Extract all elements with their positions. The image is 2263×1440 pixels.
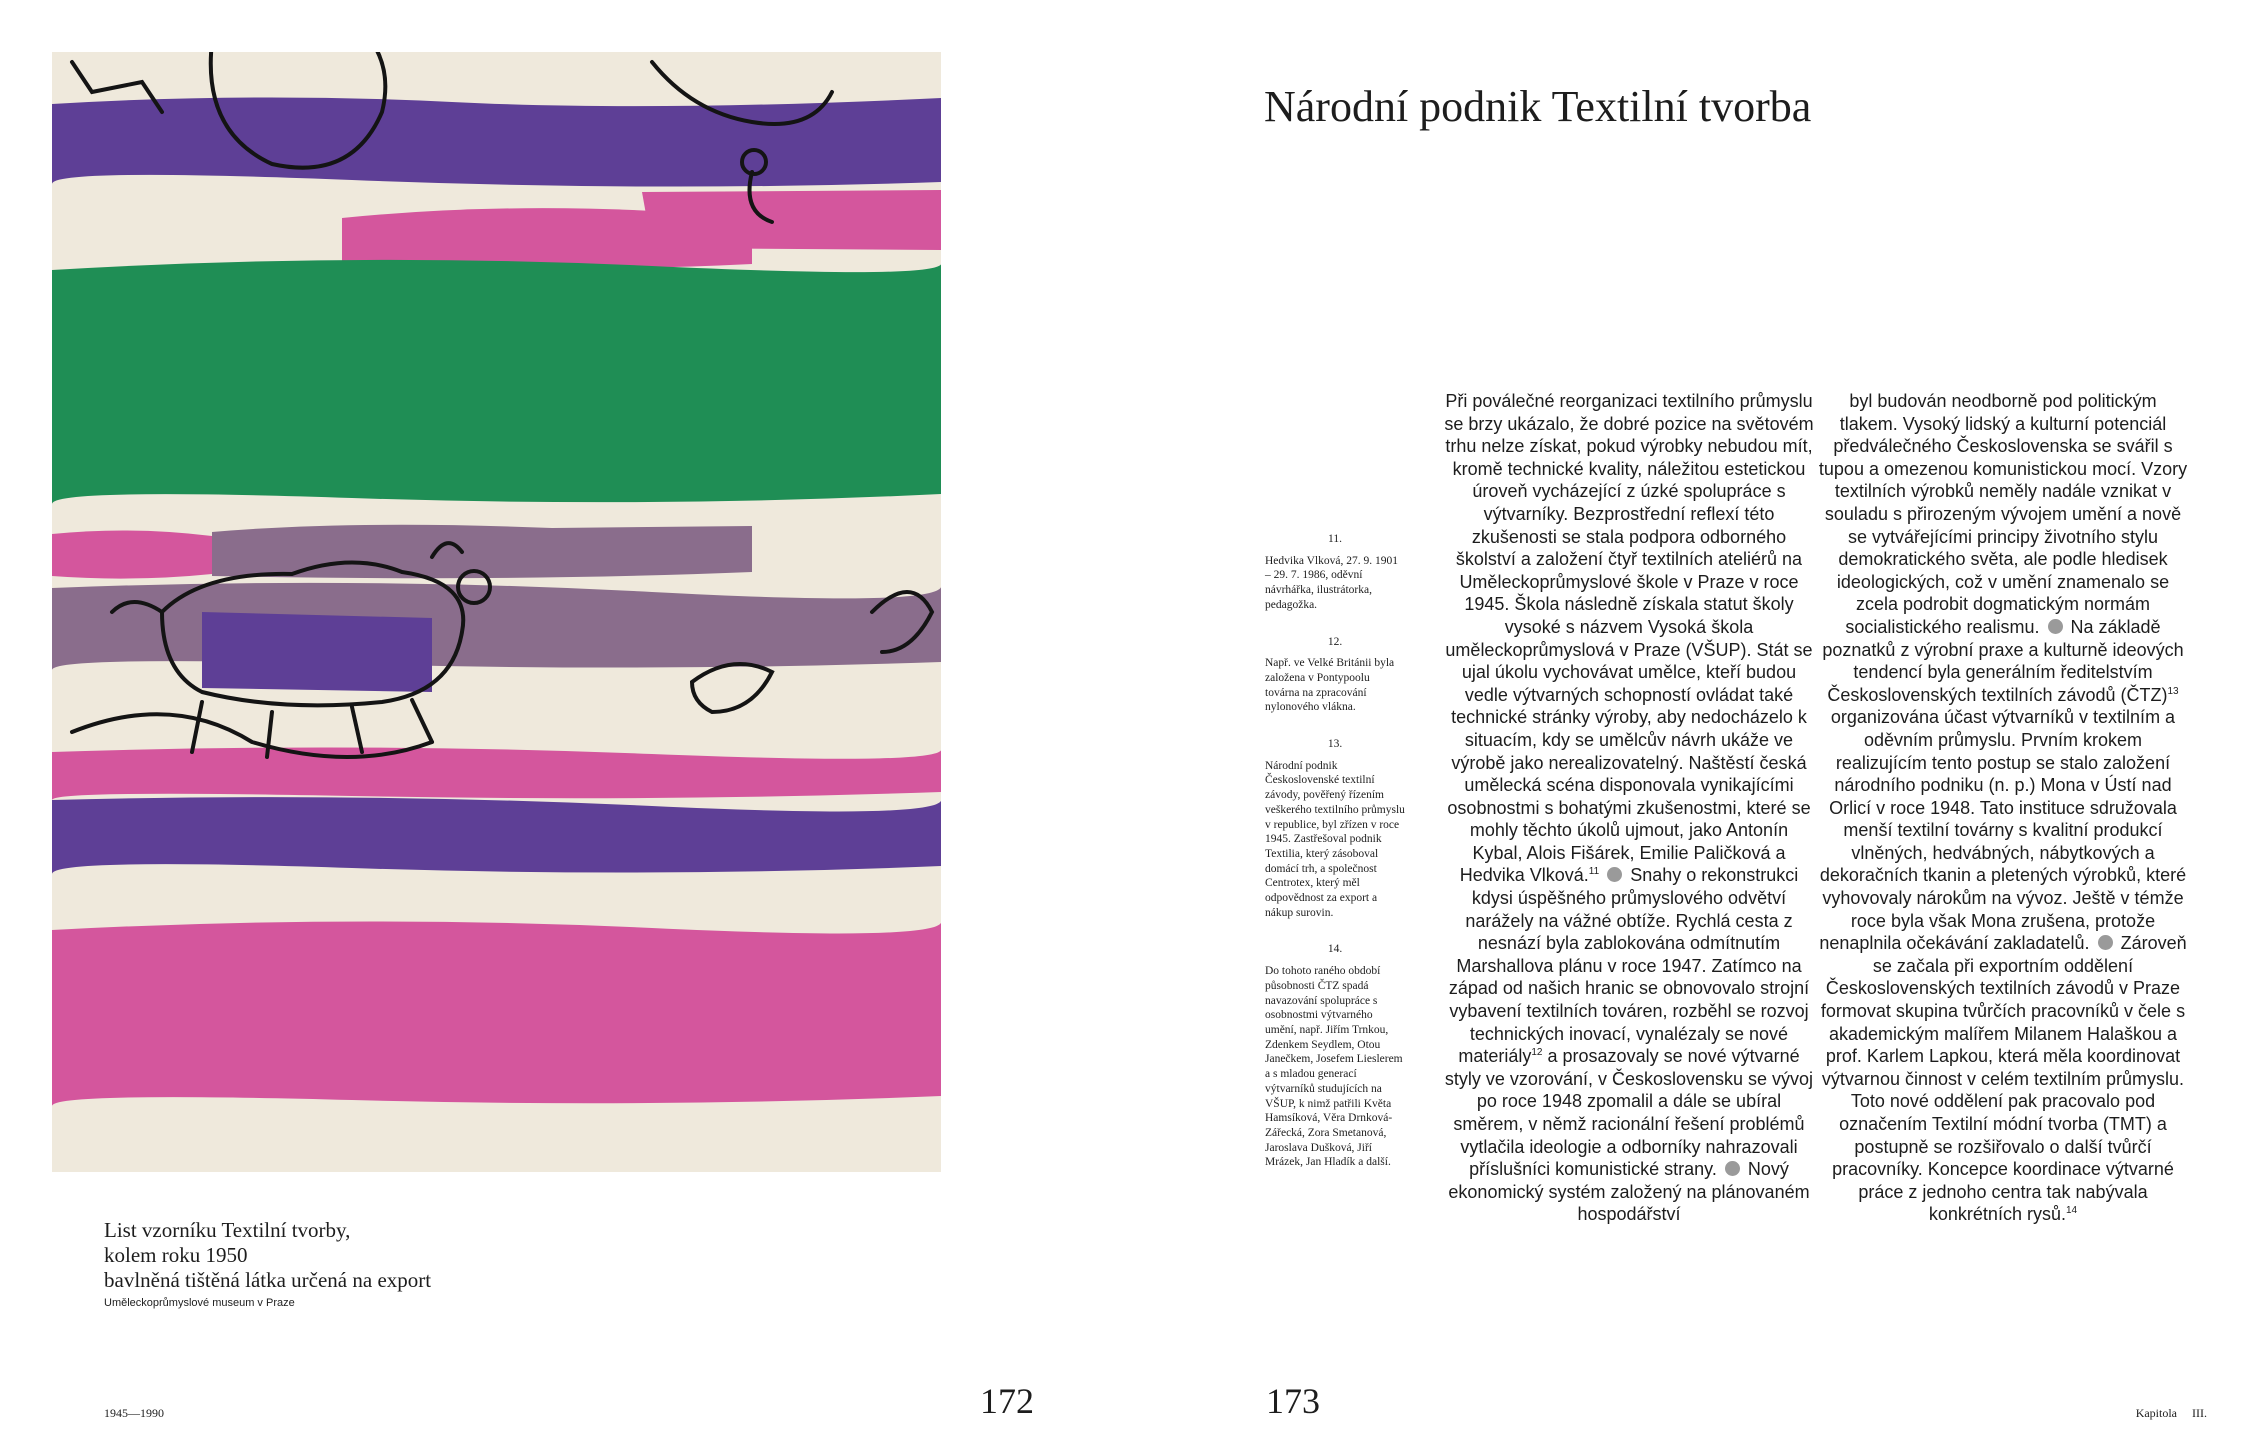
body-text: organizována účast výtvarníků v textilním a oděvním průmyslu. Prvním krokem realizujícím tento postup se stalo založení národního podniku (n. p.) Mona v Ústí nad Orlicí v roce 1948. Tato instituce sdružovala menší textilní továrny s kvalitní produkcí vlněných, hedvábných, nábytkových a dekoračních tkanin a pletených výrobků, které vyhovovaly nárokům na vývoz. Ještě v témže roce byla však Mona zrušena, protože nenaplnila očekávání zakladatelů. (1819, 707, 2187, 954)
textile-sample-image (52, 52, 941, 1172)
footnotes (1265, 532, 1405, 1192)
footnote-text: Do tohoto raného období působnosti ČTZ spadá navazování spolupráce s osobnostmi výtvarného umění, např. Jiřím Trnkou, Zdenkem Seydlem, Otou Janečkem, Josefem Lieslerem a s mladou generací výtvarníků studujících na VŠUP, k nimž patřili Květa Hamsíková, Věra Drnková-Zářecká, Zora Smetanová, Jaroslava Dušková, Jiří Mrázek, Jan Hladík a další. (1265, 965, 1403, 1169)
body-text: Při poválečné reorganizaci textilního průmyslu se brzy ukázalo, že dobré pozice na světovém trhu nelze získat, pokud výrobky nebudou mít, kromě technické kvality, náležitou estetickou úroveň vycházející z úzké spolupráce s výtvarníky. Bezprostřední reflexí této zkušenosti se stala podpora odborného školství a založení čtyř textilních ateliérů na Uměleckoprůmyslové škole v Praze v roce 1945. Škola následně získala statut školy vysoké s názvem Vysoká škola uměleckoprůmyslová v Praze (VŠUP). Stát se ujal úkolu vychovávat umělce, kteří budou vedle výtvarných schopností ovládat také technické stránky výroby, aby nedocházelo k situacím, kdy se umělcův návrh ukáže ve výrobě jako nerealizovatelný. Naštěstí česká umělecká scéna disponovala vynikajícími osobnostmi s bohatými zkušenostmi, které se mohly těchto úkolů ujmout, jako Antonín Kybal, Alois Fišárek, Emilie Paličková a Hedvika Vlková. (1444, 391, 1814, 886)
body-text: a prosazovaly se nové výtvarné styly ve vzorování, v Československu se vývoj po roce 1948 zpomalil a dále se ubíral směrem, v němž racionální řešení problémů vytlačila ideologie a odborníky nahrazovali příslušníci komunistické strany. (1444, 1046, 1814, 1180)
footnote (1265, 532, 1405, 613)
body-text: Zároveň se začala při exportním oddělení Československých textilních závodů v Praze formovat skupina tvůrčích pracovníků v čele s akademickým malířem Milanem Halaškou a prof. Karlem Lapkou, která měla koordinovat výtvarnou činnost v celém textilním průmyslu. Toto nové oddělení pak pracovalo pod označením Textilní módní tvorba (TMT) a postupně se rozšiřovalo o další tvůrčí pracovníky. Koncepce koordinace výtvarné práce z jednoho centra tak nabývala konkrétních rysů. (1820, 933, 2187, 1225)
page-title: Národní podnik Textilní tvorba (1264, 82, 1812, 132)
paragraph-dot-icon (2048, 619, 2063, 634)
image-credit: Uměleckoprůmyslové museum v Praze (104, 1297, 295, 1309)
footnote (1265, 942, 1405, 1170)
paragraph-dot-icon (2098, 935, 2113, 950)
figure-caption (104, 1218, 431, 1311)
body-column-2 (1818, 390, 2188, 1226)
left-page-number: 172 (980, 1381, 1034, 1421)
right-running-footer: Kapitola III. (2135, 1406, 2207, 1420)
paragraph-dot-icon (1607, 867, 1622, 882)
footnote-ref: 13 (2167, 685, 2179, 697)
body-text: byl budován neodborně pod politickým tlakem. Vysoký lidský a kulturní potenciál předválečného Československa se svářil s tupou a omezenou komunistickou mocí. Vzory textilních výrobků neměly nadále vznikat v souladu s přirozeným vývojem umění a nově se vytvářejícími principy životního stylu demokratického světa, ale podle hledisek ideologických, což v umění znamenalo se zcela podrobit dogmatickým normám socialistického realismu. (1818, 391, 2188, 637)
footnote-number: 11. (1328, 533, 1342, 545)
footnote (1265, 635, 1405, 716)
footnote-number: 12. (1327, 635, 1343, 648)
footnote-text: Národní podnik Československé textilní závody, pověřený řízením veškerého textilního průmyslu v republice, byl zřízen v roce 1945. Zastřešoval podnik Textilia, který zásoboval domácí trh, a společnost Centrotex, který měl odpovědnost za export a nákup surovin. (1265, 759, 1405, 919)
left-running-footer: 1945—1990 (104, 1406, 164, 1420)
body-text: Na základě poznatků z výrobní praxe a kulturně ideových tendencí byla generálním ředitelstvím Československých textilních závodů (ČTZ) (1822, 616, 2184, 705)
footnote-ref: 14 (2065, 1205, 2078, 1217)
footnote-number: 13. (1327, 738, 1343, 751)
body-column-1 (1444, 390, 1814, 1226)
caption-line: List vzorníku Textilní tvorby, (104, 1218, 351, 1242)
footnote-text: Hedvika Vlková, 27. 9. 1901 – 29. 7. 1986, oděvní návrhářka, ilustrátorka, pedagožka. (1265, 554, 1398, 611)
caption-line: bavlněná tištěná látka určená na export (104, 1268, 432, 1292)
footnote (1265, 737, 1405, 920)
footnote-ref: 12 (1531, 1047, 1543, 1059)
right-page-number: 173 (1266, 1381, 1320, 1421)
body-text: Snahy o rekonstrukci kdysi úspěšného průmyslového odvětví narážely na vážné obtíže. Rychlá cesta z nesnází byla zablokována odmítnutím Marshallova plánu v roce 1947. Zatímco na západ od našich hranic se obnovovalo strojní vybavení textilních továren, rozběhl se rozvoj technických inovací, vynalézaly se nové materiály (1448, 865, 1810, 1067)
footnote-ref: 11 (1588, 866, 1600, 878)
footnote-number: 14. (1327, 943, 1343, 956)
caption-line: kolem roku 1950 (104, 1243, 248, 1267)
footnote-text: Např. ve Velké Británii byla založena v Pontypoolu továrna na zpracování nylonového vlákna. (1265, 657, 1395, 714)
body-text: Nový ekonomický systém založený na plánovaném hospodářství (1448, 1159, 1810, 1225)
paragraph-dot-icon (1725, 1161, 1740, 1176)
